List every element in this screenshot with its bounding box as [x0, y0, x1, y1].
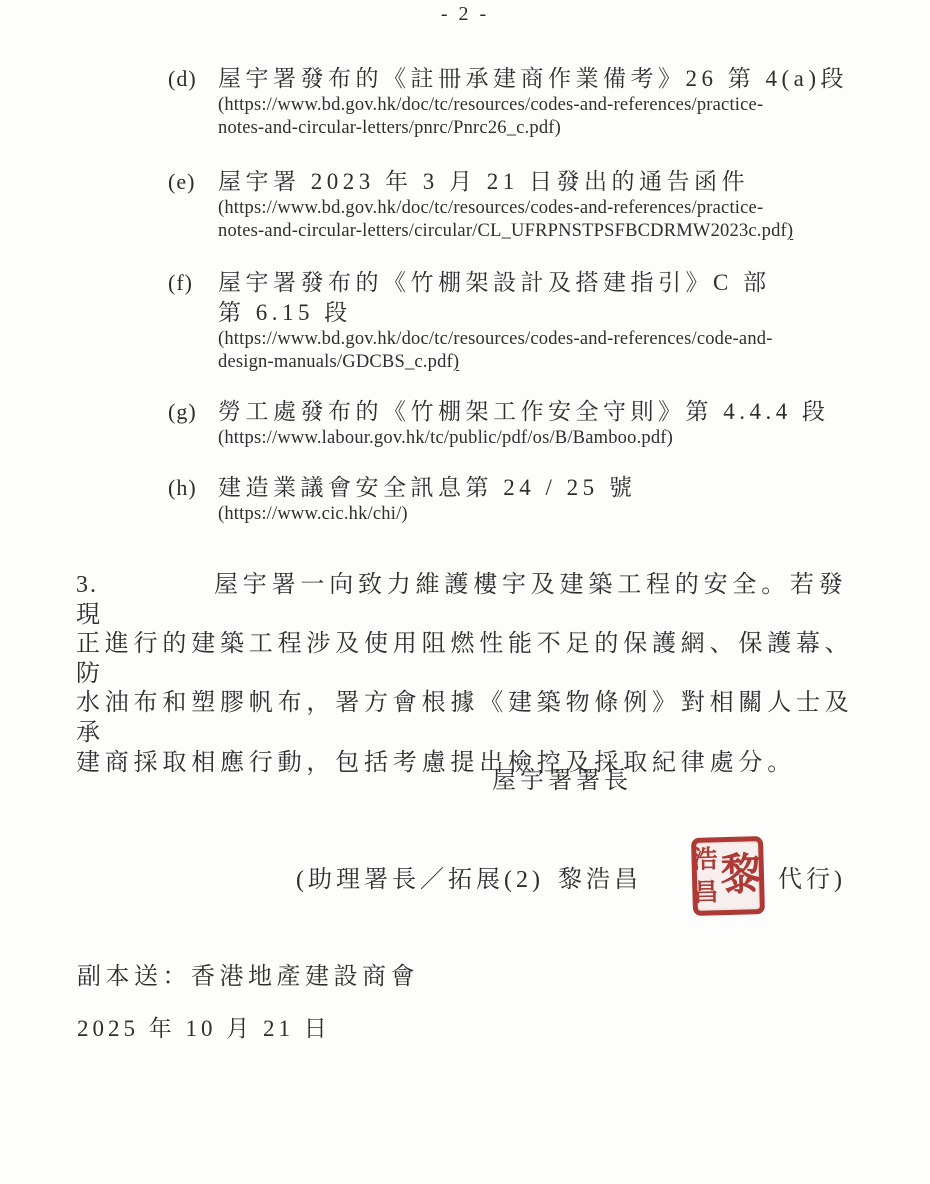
paragraph-3-line: 正進行的建築工程涉及使用阻燃性能不足的保護網、保護幕、防 — [76, 631, 854, 687]
paragraph-3-line: 3. 屋宇署一向致力維護樓宇及建築工程的安全。若發現 — [76, 572, 848, 628]
page-number: - 2 - — [440, 3, 490, 25]
paragraph-3 — [76, 571, 861, 778]
reference-text-line: 屋宇署 2023 年 3 月 21 日發出的通告函件 — [218, 169, 749, 194]
reference-text-line: 第 6.15 段 — [218, 300, 352, 325]
reference-item-e — [168, 167, 858, 243]
reference-label: (f) — [168, 270, 193, 295]
date-line: 2025 年 10 月 21 日 — [77, 1016, 331, 1041]
acting-suffix: 代行) — [777, 866, 846, 893]
reference-item-d — [168, 64, 858, 140]
reference-text-line: 屋宇署發布的《註冊承建商作業備考》26 第 4(a)段 — [218, 66, 849, 91]
reference-url-line: (https://www.bd.gov.hk/doc/tc/resources/codes-and-references/practice- — [218, 198, 764, 218]
seal-char: 浩 — [692, 846, 718, 874]
url-closing-paren: ) — [452, 352, 460, 372]
reference-label: (e) — [168, 169, 196, 194]
reference-item-f — [168, 268, 858, 374]
reference-label: (d) — [168, 66, 197, 91]
reference-url-line: design-manuals/GDCBS_c.pdf) — [218, 352, 460, 372]
seal-left-column — [692, 847, 719, 906]
reference-text-line: 屋宇署發布的《竹棚架設計及搭建指引》C 部 — [218, 270, 771, 295]
signature-title: 屋宇署署長 — [492, 768, 632, 794]
reference-label: (g) — [168, 399, 197, 424]
reference-url-line: (https://www.bd.gov.hk/doc/tc/resources/codes-and-references/practice- — [218, 95, 764, 115]
reference-label: (h) — [168, 475, 197, 500]
paragraph-3-line: 建商採取相應行動，包括考慮提出檢控及採取紀律處分。 — [76, 749, 796, 776]
url-closing-paren: ) — [786, 221, 794, 241]
signer-name: 黎浩昌 — [557, 866, 642, 893]
reference-text-line: 建造業議會安全訊息第 24 / 25 號 — [218, 475, 637, 500]
reference-item-h — [168, 473, 858, 526]
signature-line — [296, 834, 846, 918]
reference-url-line: (https://www.cic.hk/chi/) — [218, 504, 408, 524]
seal-char: 昌 — [693, 879, 719, 907]
seal-char: 黎 — [720, 850, 762, 901]
reference-url-line: (https://www.labour.gov.hk/tc/public/pdf/os/B/Bamboo.pdf) — [218, 428, 674, 448]
paragraph-number: 3. — [76, 572, 98, 598]
reference-text-line: 勞工處發布的《竹棚架工作安全守則》第 4.4.4 段 — [218, 399, 830, 424]
reference-url-line: notes-and-circular-letters/circular/CL_UFRPNSTPSFBCDRMW2023c.pdf) — [218, 221, 794, 241]
name-seal-stamp — [691, 836, 765, 916]
signer-role: (助理署長／拓展(2) — [296, 866, 544, 893]
reference-item-g — [168, 397, 858, 450]
paragraph-3-line: 水油布和塑膠帆布，署方會根據《建築物條例》對相關人士及承 — [76, 690, 854, 746]
reference-url-line: (https://www.bd.gov.hk/doc/tc/resources/codes-and-references/code-and- — [218, 329, 773, 349]
cc-line: 副本送：香港地產建設商會 — [77, 964, 419, 990]
reference-url-line: notes-and-circular-letters/pnrc/Pnrc26_c.pdf) — [218, 118, 562, 138]
